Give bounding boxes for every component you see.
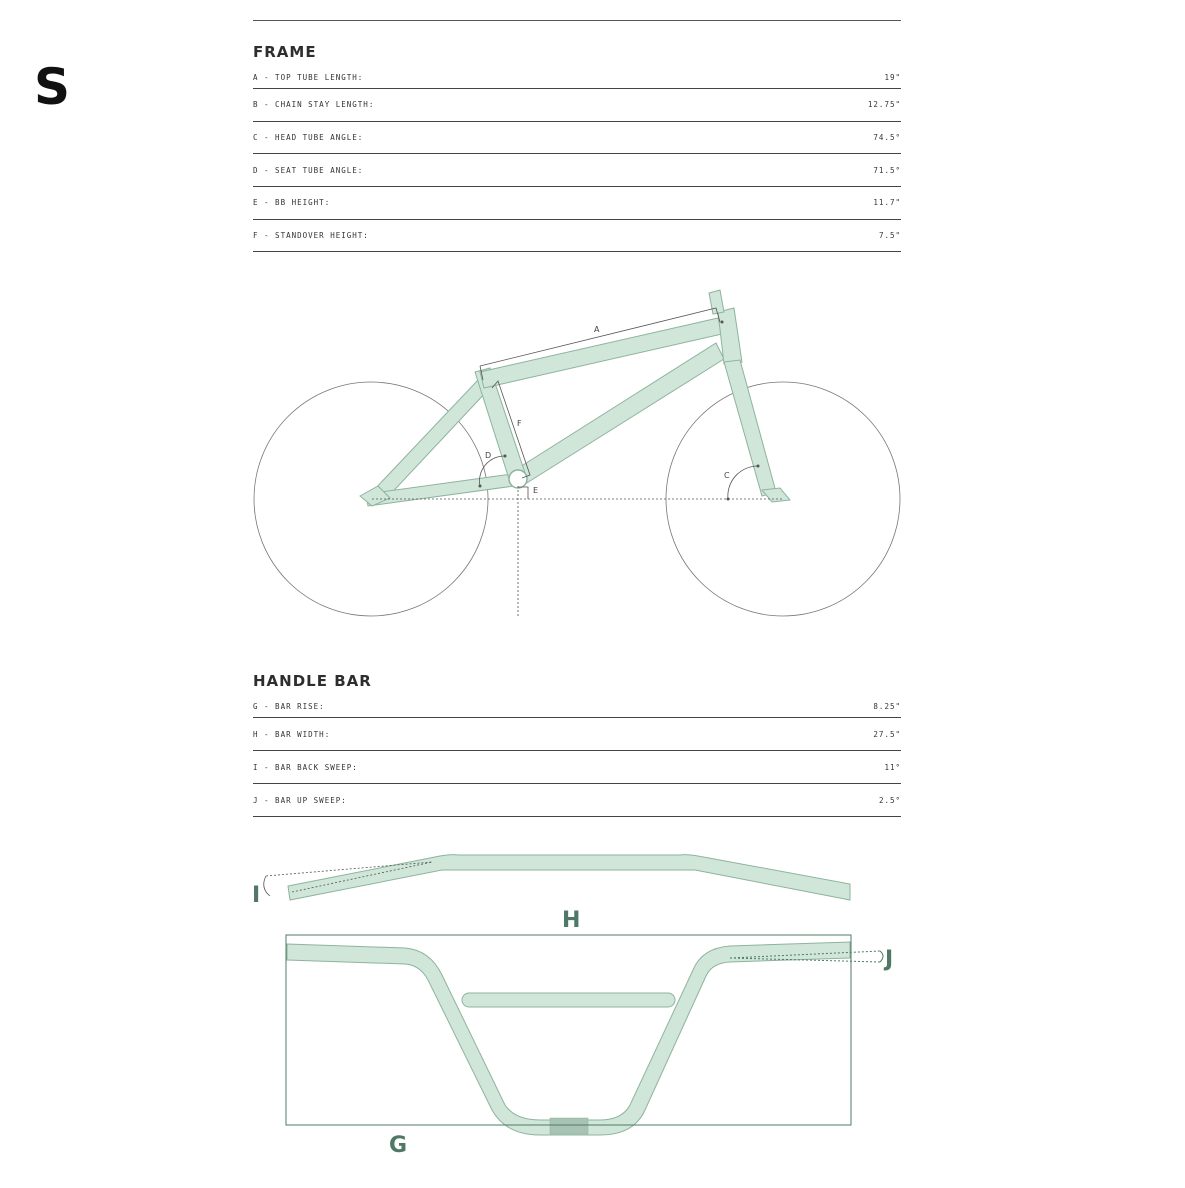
spec-label: F - STANDOVER HEIGHT:: [253, 231, 369, 241]
label-h: H: [562, 908, 581, 933]
label-c: C: [724, 471, 730, 480]
knurling: [550, 1118, 588, 1134]
sweep-arc: [264, 876, 270, 896]
handlebar-front-view: [287, 942, 850, 1135]
spec-label: G - BAR RISE:: [253, 701, 325, 711]
spec-value: 11.7": [873, 198, 901, 208]
spec-label: H - BAR WIDTH:: [253, 729, 331, 739]
spec-label: J - BAR UP SWEEP:: [253, 795, 347, 805]
spec-label: A - TOP TUBE LENGTH:: [253, 73, 364, 82]
dim-g-h-box: [286, 935, 851, 1125]
spec-value: 12.75": [867, 100, 901, 110]
spec-value: 11°: [884, 762, 901, 772]
spec-label: D - SEAT TUBE ANGLE:: [253, 165, 364, 175]
label-d: D: [485, 451, 492, 460]
up-sweep-arc: [880, 951, 883, 962]
spec-value: 71.5°: [873, 165, 901, 175]
label-i: I: [252, 883, 261, 908]
label-f: F: [517, 419, 522, 428]
spec-value: 27.5": [873, 729, 901, 739]
handlebar-dimension-labels: [252, 883, 893, 1158]
frame-title: FRAME: [253, 43, 317, 61]
handlebar-title: HANDLE BAR: [253, 672, 372, 690]
spec-label: B - CHAIN STAY LENGTH:: [253, 100, 375, 110]
spec-label: C - HEAD TUBE ANGLE:: [253, 133, 364, 143]
spec-value: 74.5°: [873, 133, 901, 143]
label-g: G: [389, 1133, 408, 1158]
bar-front-view: [287, 942, 850, 1135]
label-a: A: [594, 325, 600, 334]
spec-label: E - BB HEIGHT:: [253, 198, 331, 208]
spec-value: 19": [884, 73, 901, 82]
spec-label: I - BAR BACK SWEEP:: [253, 762, 358, 772]
bar-top-view: [288, 855, 850, 900]
spec-value: 7.5": [878, 231, 901, 241]
label-j: J: [885, 947, 894, 972]
label-e: E: [533, 486, 539, 495]
spec-value: 8.25": [873, 701, 901, 711]
size-label: S: [34, 58, 71, 116]
handlebar-top-view: [288, 855, 850, 900]
spec-value: 2.5°: [878, 795, 901, 805]
crossbar: [462, 993, 675, 1007]
